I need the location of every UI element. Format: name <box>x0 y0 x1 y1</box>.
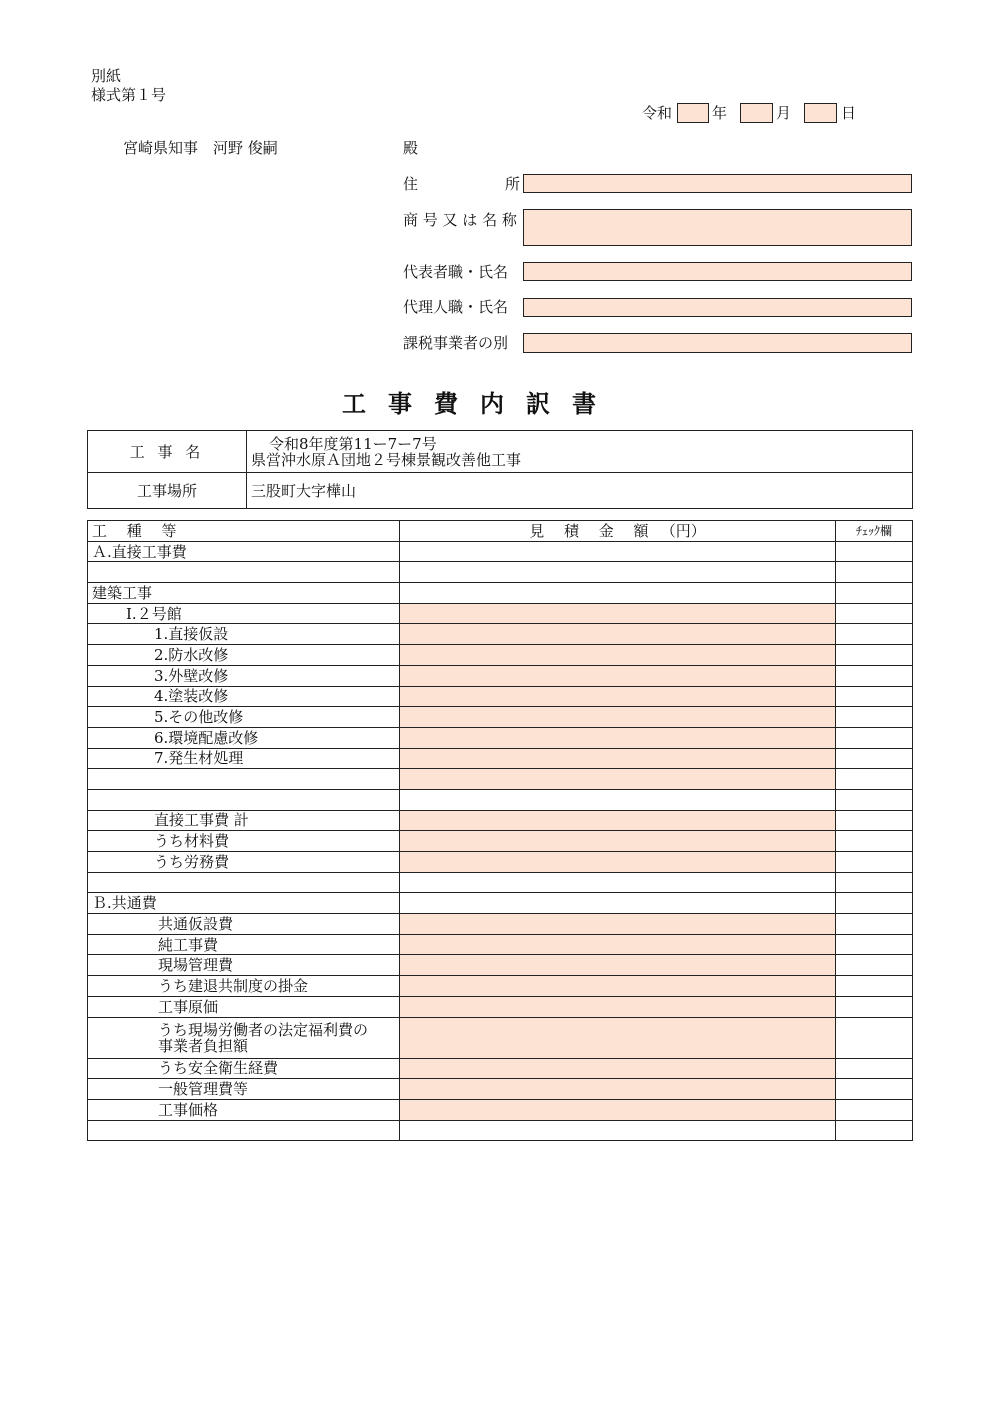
check-cell[interactable] <box>836 769 913 790</box>
amount-cell <box>399 583 835 604</box>
item-label <box>88 603 400 624</box>
table-row <box>88 686 913 707</box>
item-label-text: 工事原価 <box>158 997 219 1016</box>
amount-cell[interactable] <box>399 1099 835 1120</box>
amount-cell <box>399 872 835 893</box>
address-label-a: 住 <box>403 175 419 193</box>
item-label <box>88 541 400 562</box>
item-label <box>88 645 400 666</box>
item-label <box>88 1079 400 1100</box>
table-row <box>88 769 913 790</box>
table-row <box>88 976 913 997</box>
item-label-text: うち材料費 <box>154 832 230 851</box>
item-label <box>88 769 400 790</box>
table-row <box>88 934 913 955</box>
cost-breakdown-table <box>87 520 913 1141</box>
item-label-text: 2.防水改修 <box>154 645 229 664</box>
item-label-text: 5.その他改修 <box>154 708 244 727</box>
table-row <box>88 665 913 686</box>
address-input[interactable] <box>523 174 912 193</box>
item-label <box>88 1099 400 1120</box>
item-label <box>88 665 400 686</box>
item-label-text: Ⅰ.２号館 <box>126 604 182 623</box>
table-row <box>88 1120 913 1141</box>
item-label <box>88 1120 400 1141</box>
amount-cell <box>399 789 835 810</box>
check-cell[interactable] <box>836 1017 913 1058</box>
item-label <box>88 789 400 810</box>
table-row <box>88 789 913 810</box>
amount-cell[interactable] <box>399 996 835 1017</box>
amount-cell[interactable] <box>399 686 835 707</box>
item-label <box>88 1017 400 1058</box>
form-number: 様式第１号 <box>91 86 167 104</box>
amount-cell[interactable] <box>399 603 835 624</box>
table-row <box>88 872 913 893</box>
table-row <box>88 645 913 666</box>
check-cell[interactable] <box>836 707 913 728</box>
check-cell[interactable] <box>836 583 913 604</box>
item-label-text: 3.外壁改修 <box>154 666 229 685</box>
item-label-text: 共通仮設費 <box>158 914 234 933</box>
check-cell[interactable] <box>836 914 913 935</box>
check-cell[interactable] <box>836 810 913 831</box>
item-label-text: 7.発生材処理 <box>154 749 244 768</box>
item-label-text: うち安全衛生経費 <box>158 1059 279 1078</box>
company-name-input[interactable] <box>523 209 912 246</box>
day-input[interactable] <box>804 103 837 123</box>
check-cell[interactable] <box>836 748 913 769</box>
col-header-item: 工 種 等 <box>88 521 400 542</box>
item-label-text: 現場管理費 <box>158 956 234 975</box>
amount-cell[interactable] <box>399 645 835 666</box>
tax-label: 課税事業者の別 <box>403 334 509 352</box>
item-label <box>88 914 400 935</box>
year-unit: 年 <box>712 104 728 122</box>
item-label-text-2: 事業者負担額 <box>158 1036 249 1055</box>
project-name-value <box>247 431 913 473</box>
amount-cell[interactable] <box>399 748 835 769</box>
item-label-text: 6.環境配慮改修 <box>154 728 259 747</box>
item-label <box>88 562 400 583</box>
item-label-text: 4.塗装改修 <box>154 687 229 706</box>
tax-input[interactable] <box>523 333 912 353</box>
amount-cell[interactable] <box>399 624 835 645</box>
item-label <box>88 976 400 997</box>
check-cell[interactable] <box>836 686 913 707</box>
check-cell[interactable] <box>836 1058 913 1079</box>
amount-cell[interactable] <box>399 914 835 935</box>
item-label <box>88 831 400 852</box>
amount-cell[interactable] <box>399 769 835 790</box>
check-cell[interactable] <box>836 852 913 873</box>
item-label <box>88 934 400 955</box>
check-cell[interactable] <box>836 727 913 748</box>
amount-cell[interactable] <box>399 727 835 748</box>
amount-cell[interactable] <box>399 976 835 997</box>
project-location-label: 工事場所 <box>88 473 247 509</box>
table-row <box>88 707 913 728</box>
amount-cell[interactable] <box>399 1017 835 1058</box>
representative-label: 代表者職・氏名 <box>403 263 509 281</box>
item-label-text: Ｂ.共通費 <box>92 894 157 913</box>
table-row <box>88 810 913 831</box>
item-label <box>88 686 400 707</box>
item-label <box>88 748 400 769</box>
amount-cell[interactable] <box>399 707 835 728</box>
item-label-text: 建築工事 <box>92 583 153 602</box>
project-name-line2: 県営沖水原Ａ団地２号棟景観改善他工事 <box>251 450 522 469</box>
table-row <box>88 893 913 914</box>
item-label-text: 純工事費 <box>158 935 219 954</box>
amount-cell[interactable] <box>399 852 835 873</box>
agent-label: 代理人職・氏名 <box>403 298 509 316</box>
company-name-label: 商 号 又 は 名 称 <box>403 211 517 229</box>
check-cell[interactable] <box>836 1120 913 1141</box>
era-label: 令和 <box>642 104 673 122</box>
table-row <box>88 1058 913 1079</box>
addressee: 宮崎県知事 河野 俊嗣 <box>123 139 278 157</box>
item-label <box>88 624 400 645</box>
day-unit: 日 <box>841 104 857 122</box>
project-name-line1: 令和8年度第11ー7ー7号 <box>269 434 437 453</box>
item-label <box>88 893 400 914</box>
check-cell[interactable] <box>836 562 913 583</box>
item-label-text: うち現場労働者の法定福利費の <box>158 1020 369 1039</box>
check-cell[interactable] <box>836 789 913 810</box>
project-location-value: 三股町大字樺山 <box>247 473 913 509</box>
item-label <box>88 707 400 728</box>
table-row <box>88 583 913 604</box>
amount-cell[interactable] <box>399 665 835 686</box>
check-cell[interactable] <box>836 996 913 1017</box>
check-cell[interactable] <box>836 1099 913 1120</box>
col-header-amount: 見 積 金 額 （円） <box>399 521 835 542</box>
table-row <box>88 914 913 935</box>
amount-cell[interactable] <box>399 831 835 852</box>
attachment-label: 別紙 <box>91 67 122 85</box>
amount-cell[interactable] <box>399 1079 835 1100</box>
item-label <box>88 1058 400 1079</box>
amount-cell <box>399 1120 835 1141</box>
month-input[interactable] <box>740 103 773 123</box>
check-cell[interactable] <box>836 831 913 852</box>
item-label-text: 直接工事費 計 <box>154 811 249 830</box>
item-label <box>88 810 400 831</box>
item-label <box>88 955 400 976</box>
table-row <box>88 727 913 748</box>
representative-input[interactable] <box>523 262 912 281</box>
table-row <box>88 603 913 624</box>
check-cell[interactable] <box>836 624 913 645</box>
document-title: 工事費内訳書 <box>342 389 618 418</box>
item-label-text: 一般管理費等 <box>158 1080 249 1099</box>
item-label-text: Ａ.直接工事費 <box>92 542 187 561</box>
amount-cell <box>399 893 835 914</box>
check-cell[interactable] <box>836 955 913 976</box>
table-row <box>88 562 913 583</box>
table-row <box>88 541 913 562</box>
check-cell[interactable] <box>836 603 913 624</box>
table-row <box>88 996 913 1017</box>
check-cell[interactable] <box>836 541 913 562</box>
col-header-check: ﾁｪｯｸ欄 <box>836 521 913 542</box>
item-label-text: 1.直接仮設 <box>154 625 229 644</box>
address-label-b: 所 <box>505 175 521 193</box>
amount-cell[interactable] <box>399 955 835 976</box>
item-label <box>88 583 400 604</box>
amount-cell[interactable] <box>399 1058 835 1079</box>
table-row <box>88 1079 913 1100</box>
table-row <box>88 1017 913 1058</box>
month-unit: 月 <box>776 104 792 122</box>
item-label <box>88 872 400 893</box>
amount-cell <box>399 562 835 583</box>
item-label-text: 工事価格 <box>158 1100 219 1119</box>
item-label-text: うち労務費 <box>154 852 230 871</box>
agent-input[interactable] <box>523 298 912 317</box>
amount-cell <box>399 541 835 562</box>
amount-cell[interactable] <box>399 810 835 831</box>
check-cell[interactable] <box>836 893 913 914</box>
check-cell[interactable] <box>836 665 913 686</box>
check-cell[interactable] <box>836 934 913 955</box>
check-cell[interactable] <box>836 976 913 997</box>
item-label <box>88 996 400 1017</box>
item-label <box>88 727 400 748</box>
honorific: 殿 <box>403 139 419 157</box>
table-row <box>88 852 913 873</box>
table-row <box>88 748 913 769</box>
project-name-label: 工 事 名 <box>88 431 247 473</box>
table-row <box>88 831 913 852</box>
check-cell[interactable] <box>836 872 913 893</box>
check-cell[interactable] <box>836 645 913 666</box>
project-info-table <box>87 430 913 509</box>
check-cell[interactable] <box>836 1079 913 1100</box>
year-input[interactable] <box>677 103 709 123</box>
item-label <box>88 852 400 873</box>
table-row <box>88 955 913 976</box>
amount-cell[interactable] <box>399 934 835 955</box>
item-label-text: うち建退共制度の掛金 <box>158 976 309 995</box>
table-row <box>88 624 913 645</box>
table-row <box>88 1099 913 1120</box>
